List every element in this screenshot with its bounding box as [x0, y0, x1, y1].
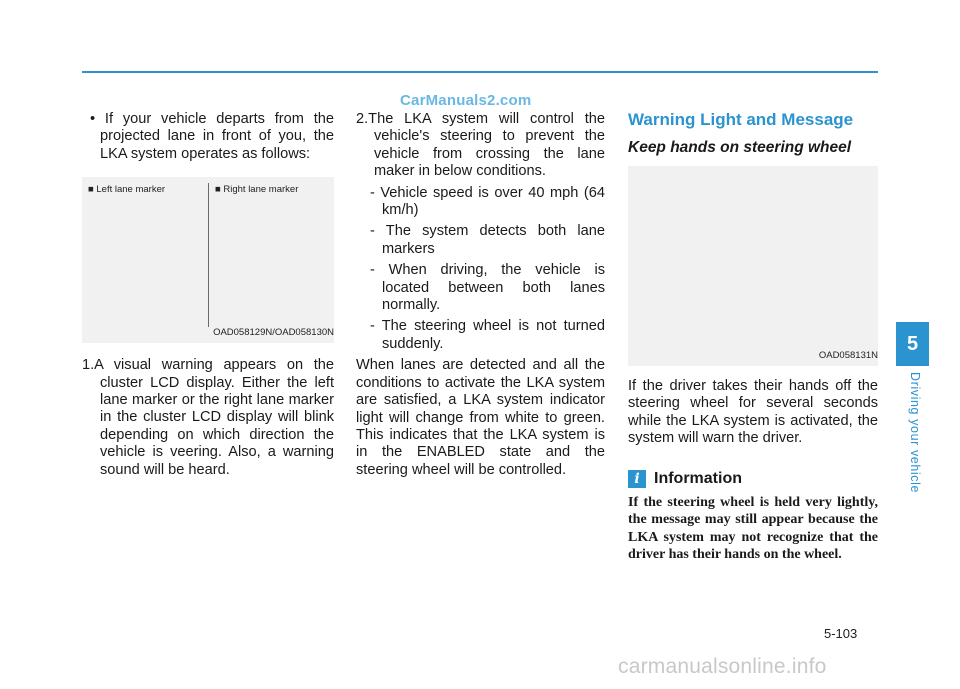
numbered-item-2: 2.The LKA system will control the vehicle's steering to prevent the vehicle from crossing the lane maker in below conditions.	[356, 111, 605, 180]
watermark-carmanuals2: CarManuals2.com	[400, 92, 532, 109]
information-title: Information	[654, 469, 742, 487]
section-title: Warning Light and Message	[628, 110, 854, 129]
column-3	[628, 110, 878, 564]
bullet-text: If your vehicle departs from the projected lane in front of you, the LKA system operates as follows:	[100, 111, 334, 162]
column-2	[356, 111, 605, 479]
chapter-tab: 5	[896, 322, 929, 366]
figure-divider	[208, 183, 209, 327]
condition-speed: - Vehicle speed is over 40 mph (64 km/h)	[370, 184, 605, 219]
subsection-title: Keep hands on steering wheel	[628, 139, 852, 156]
numbered-item-1: 1.A visual warning appears on the cluster LCD display. Either the left lane marker or the right lane marker in the cluster LCD display will blink depending on which direction the vehicle is veering. Also, a warning sound will be heard.	[82, 357, 334, 478]
top-rule	[82, 71, 878, 73]
information-body: If the steering wheel is held very lightly, the message may still appear because the LKA system may not recognize that the driver has their hands on the wheel.	[628, 494, 878, 563]
info-icon: i	[628, 470, 646, 488]
information-header	[628, 470, 878, 488]
watermark-carmanualsonline: carmanualsonline.info	[618, 655, 827, 678]
figure-code: OAD058129N/OAD058130N	[213, 326, 334, 338]
paragraph-hands-off: If the driver takes their hands off the steering wheel for several seconds while the LKA system is activated, the system will warn the driver.	[628, 378, 878, 447]
figure-code: OAD058131N	[818, 349, 878, 361]
left-lane-marker-label: ■ Left lane marker	[88, 184, 166, 196]
bullet-lka-intro: • If your vehicle departs from the projected lane in front of you, the LKA system operates as follows:	[90, 111, 334, 162]
chapter-label: Driving your vehicle	[908, 372, 922, 494]
page-number: 5-103	[824, 626, 858, 641]
condition-not-turned: - The steering wheel is not turned suddenly.	[370, 318, 605, 352]
right-lane-marker-label: ■ Right lane marker	[215, 184, 299, 196]
column-1	[82, 111, 334, 479]
condition-detects-lanes: - The system detects both lane markers	[370, 223, 605, 257]
paragraph-lka-enabled: When lanes are detected and all the conditions to activate the LKA system are satisfied, a LKA system indicator light will change from white to green. This indicates that the LKA system is in the ENABLED state and the steering wheel will be controlled.	[356, 357, 605, 478]
figure-lane-markers	[82, 177, 334, 343]
figure-steering-warning	[628, 166, 878, 366]
condition-between-lanes: - When driving, the vehicle is located between both lanes normally.	[370, 262, 605, 314]
